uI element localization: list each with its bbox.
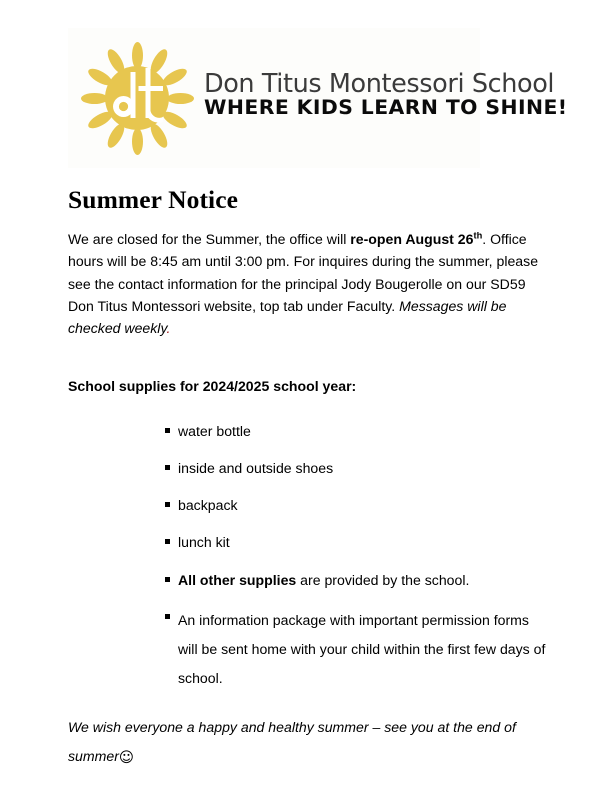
list-item-text: An information package with important permission forms will be sent home with your child within the first few days of school. [178, 611, 546, 687]
list-item [165, 606, 546, 693]
page-title: Summer Notice [68, 185, 239, 214]
smiley-face-icon: ☺ [118, 750, 135, 767]
logo-school-name: Don Titus Montessori School [204, 69, 555, 100]
weekly-messages-note: Messages will be checked weekly [68, 297, 507, 337]
list-item [165, 494, 546, 516]
logo-tagline: WHERE KIDS LEARN TO SHINE! [204, 96, 568, 120]
square-bullet-icon [165, 465, 170, 470]
list-item-bold-prefix: All other supplies [178, 571, 297, 588]
intro-segment-1: We are closed for the Summer, the office will [68, 231, 351, 248]
square-bullet-icon [165, 539, 170, 544]
list-item [165, 420, 546, 442]
dt-monogram-icon [105, 66, 169, 130]
square-bullet-icon [165, 614, 170, 619]
list-item-text: lunch kit [178, 534, 230, 551]
list-item-text: inside and outside shoes [178, 459, 334, 476]
square-bullet-icon [165, 502, 170, 507]
document-body [68, 186, 546, 774]
supplies-heading: School supplies for 2024/2025 school year: [68, 378, 357, 395]
weekly-messages-period: . [166, 320, 171, 337]
intro-segment-2: . Office hours will be 8:45 am until 3:00 pm. For inquires during the summer, please see the contact information for the principal Jody Bougerolle on our SD59 Don Titus Montessori website, top tab under Faculty. [68, 231, 539, 314]
closing-paragraph [68, 713, 546, 774]
closing-text: We wish everyone a happy and healthy summer – see you at the end of summer [68, 719, 516, 765]
list-item-text: water bottle [178, 422, 251, 439]
list-item [165, 457, 546, 479]
intro-paragraph [68, 228, 546, 339]
square-bullet-icon [165, 428, 170, 433]
reopen-date-bold: re-open August 26 [350, 231, 474, 248]
list-item [165, 531, 546, 553]
reopen-date-ordinal: th [473, 230, 483, 241]
square-bullet-icon [165, 577, 170, 582]
list-item [165, 569, 546, 591]
sun-logo-icon [74, 35, 200, 161]
list-item-text: backpack [178, 497, 238, 514]
supplies-list [68, 420, 546, 693]
school-logo [68, 28, 568, 168]
list-item-text: are provided by the school. [296, 571, 470, 588]
